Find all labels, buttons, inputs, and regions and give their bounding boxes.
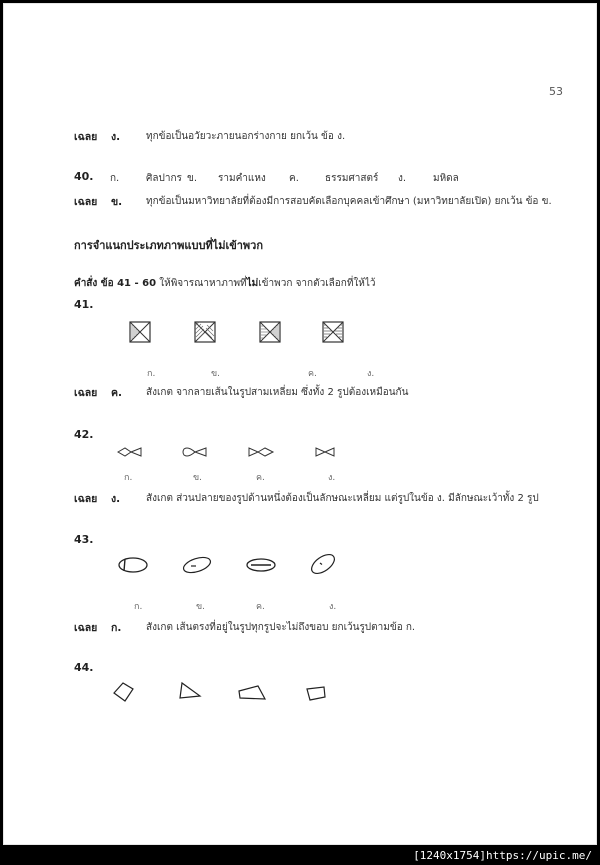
figure-42-a (117, 446, 143, 458)
choice-letter: ข. (196, 602, 206, 612)
option-letter: ข. (187, 173, 198, 184)
question-number-41: 41. (74, 298, 94, 311)
figure-44-a (111, 680, 137, 704)
question-number-40: 40. (74, 170, 94, 183)
choice-letter: ค. (256, 473, 265, 483)
answer-label: เฉลย (74, 493, 98, 505)
option-letter: ค. (289, 173, 299, 184)
instruction-emphasis: ไม่ (246, 278, 259, 289)
figure-42-c (247, 446, 275, 458)
section-heading: การจำแนกประเภทภาพแบบที่ไม่เข้าพวก (74, 239, 264, 252)
choice-letter: ค. (308, 369, 317, 379)
question-number-44: 44. (74, 661, 94, 674)
figure-43-b (181, 555, 213, 575)
answer-letter: ง. (111, 131, 121, 143)
answer-text: สังเกต เส้นตรงที่อยู่ในรูปทุกรูปจะไม่ถึงขอบ ยกเว้นรูปตามข้อ ก. (146, 622, 416, 633)
option-text: มหิดล (433, 173, 459, 184)
option-letter: ก. (110, 173, 120, 184)
figure-41-c (259, 321, 281, 343)
document-page (3, 3, 597, 845)
figure-44-b (177, 681, 203, 701)
instruction (74, 276, 376, 291)
instruction-prefix: คำสั่ง ข้อ 41 - 60 (74, 278, 157, 289)
figure-41-b (194, 321, 216, 343)
question-number-43: 43. (74, 533, 94, 546)
answer-label: เฉลย (74, 387, 98, 399)
answer-text: สังเกต จากลายเส้นในรูปสามเหลี่ยม ซึ่งทั้ง 2 รูปต้องเหมือนกัน (146, 387, 409, 398)
answer-letter: ค. (111, 387, 123, 399)
answer-letter: ง. (111, 493, 121, 505)
option-text: ธรรมศาสตร์ (325, 173, 379, 184)
figure-42-b (182, 446, 208, 458)
choice-letter: ง. (328, 473, 336, 483)
answer-letter: ก. (111, 622, 122, 634)
option-text: ศิลปากร (146, 173, 182, 184)
choice-letter: ง. (329, 602, 337, 612)
answer-label: เฉลย (74, 622, 98, 634)
choice-letter: ก. (147, 369, 156, 379)
answer-text: ทุกข้อเป็นมหาวิทยาลัยที่ต้องมีการสอบคัดเลือกบุคคลเข้าศึกษา (มหาวิทยาลัยเปิด) ยกเว้น ข้อ ข. (146, 196, 552, 207)
answer-letter: ข. (111, 196, 123, 208)
question-number-42: 42. (74, 428, 94, 441)
figure-43-d (308, 551, 338, 577)
answer-text: ทุกข้อเป็นอวัยวะภายนอกร่างกาย ยกเว้น ข้อ ง. (146, 131, 346, 142)
page-number: 53 (549, 85, 563, 98)
choice-letter: ก. (134, 602, 143, 612)
choice-letter: ข. (211, 369, 221, 379)
instruction-middle: ให้พิจารณาหาภาพที่ (156, 278, 247, 289)
choice-letter: ก. (124, 473, 133, 483)
answer-text: สังเกต ส่วนปลายของรูปด้านหนึ่งต้องเป็นลักษณะเหลี่ยม แต่รูปในข้อ ง. มีลักษณะเว้าทั้ง 2 รูป (146, 493, 539, 504)
instruction-suffix: เข้าพวก จากตัวเลือกที่ให้ไว้ (258, 278, 376, 289)
figure-44-d (305, 684, 327, 704)
choice-letter: ค. (256, 602, 265, 612)
image-host-footer: [1240x1754]https://upic.me/ (0, 846, 600, 865)
answer-label: เฉลย (74, 131, 98, 143)
figure-43-a (117, 556, 149, 574)
choice-letter: ข. (193, 473, 203, 483)
figure-44-c (237, 684, 267, 702)
option-letter: ง. (398, 173, 407, 184)
option-text: รามคำแหง (218, 173, 266, 184)
figure-41-d (322, 321, 344, 343)
figure-41-a (129, 321, 151, 343)
choice-letter: ง. (367, 369, 375, 379)
figure-42-d (314, 446, 336, 458)
figure-43-c (245, 556, 277, 574)
answer-label: เฉลย (74, 196, 98, 208)
